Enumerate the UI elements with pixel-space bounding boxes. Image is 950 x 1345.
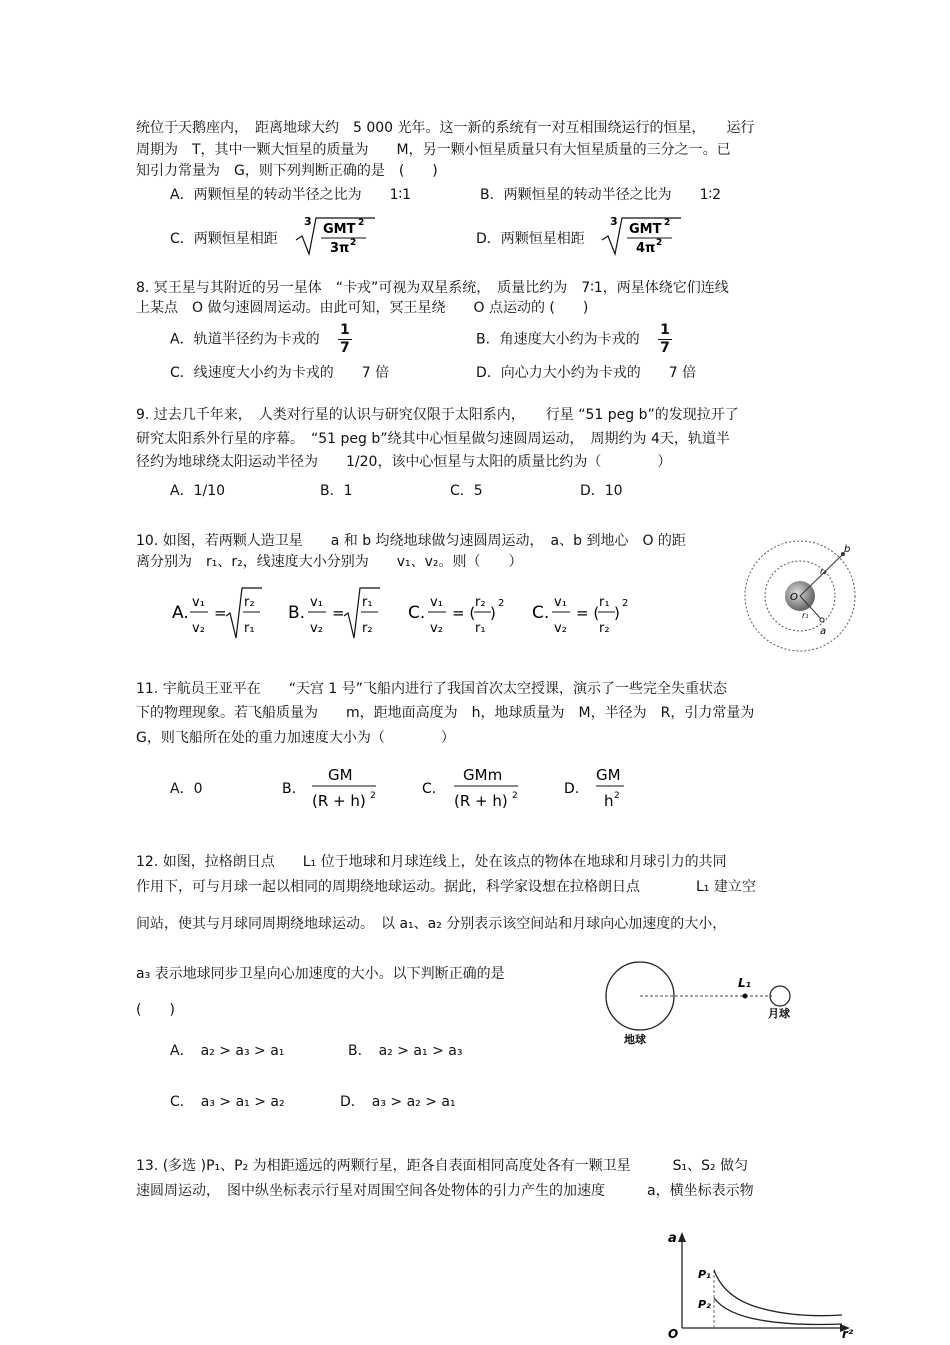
q13-line1: 13. (多选 )P₁、P₂ 为相距遥远的两颗行星，距各自表面相同高度处各有一颗卫星 S₁、S₂ 做匀 (136, 1158, 749, 1174)
q8-option-a[interactable] (170, 322, 352, 357)
q7-c-num: GMT (323, 222, 356, 237)
q10-c-v2: v₂ (430, 621, 443, 636)
q7-line2: 周期为 T，其中一颗大恒星的质量为 M，另一颗小恒星质量只有大恒星质量的三分之一。已 (136, 142, 731, 158)
q12-line2: 作用下，可与月球一起以相同的周期绕地球运动。据此，科学家设想在拉格朗日点 L₁ 建立空 (136, 879, 756, 895)
q12-option-d[interactable]: D． a₃ > a₂ > a₁ (340, 1094, 456, 1110)
q10-b-label: B. (288, 603, 306, 623)
q10-a-r2: r₂ (244, 595, 255, 610)
q13-y-arrow (678, 1232, 686, 1242)
q7-line1: 统位于天鹅座内， 距离地球大约 5 000 光年。这一新的系统有一对互相围绕运行的恒星， 运行 (136, 120, 755, 136)
q10-c-r1: r₁ (475, 621, 486, 636)
q12-l1-point (743, 994, 748, 999)
q10-b-v2: v₂ (310, 621, 323, 636)
q11-option-c[interactable] (422, 766, 518, 810)
q10-b-r1: r₁ (362, 595, 373, 610)
q10-fig-r2: r₂ (820, 567, 827, 576)
q11-line2: 下的物理现象。若飞船质量为 m，距地面高度为 h，地球质量为 M，半径为 R，引力常量为 (136, 705, 755, 721)
q10-c-v1: v₁ (430, 595, 443, 610)
q11-c-den: (R + h) (454, 792, 508, 810)
q13-curve-p2 (714, 1298, 842, 1325)
q10-option-a[interactable] (172, 588, 262, 638)
q7-option-c-formula (290, 210, 380, 258)
q8-option-a-text: A．轨道半径约为卡戎的 (170, 331, 320, 348)
q12-line1: 12. 如图，拉格朗日点 L₁ 位于地球和月球连线上，处在该点的物体在地球和月球引力的共同 (136, 854, 727, 870)
q10-d-v1: v₁ (554, 595, 567, 610)
q7-option-c-label: C．两颗恒星相距 (170, 231, 278, 247)
q8-option-b[interactable] (476, 322, 672, 357)
q10-a-equals: = (214, 604, 227, 622)
q9-option-d[interactable]: D．10 (580, 483, 623, 499)
q8-a-frac-den: 7 (340, 340, 350, 356)
q13-fig-r2: r² (842, 1327, 854, 1340)
q7-d-num: GMT (629, 222, 662, 237)
q7-c-root-index: 3 (304, 215, 312, 228)
q7-c-den-sq: 2 (350, 238, 357, 248)
q10-options (170, 582, 640, 642)
q11-b-den: (R + h) (312, 792, 366, 810)
q11-d-den: h (604, 792, 614, 810)
q11-options (280, 760, 660, 816)
q7-line3: 知引力常量为 G，则下列判断正确的是 ( ) (136, 163, 438, 179)
q10-a-v1: v₁ (192, 595, 205, 610)
q10-a-label: A. (172, 603, 189, 623)
q11-d-label: D. (564, 781, 580, 797)
q8-b-frac-num: 1 (660, 322, 670, 338)
q10-b-equals: = (332, 604, 345, 622)
q12-fig-moon: 月球 (768, 1007, 790, 1020)
q12-line5: ( ) (136, 1002, 175, 1018)
q11-c-label: C. (422, 781, 437, 797)
q7-d-root-index: 3 (610, 215, 618, 228)
q10-option-d[interactable] (532, 595, 628, 636)
q9-line3: 径约为地球绕太阳运动半径为 1/20，该中心恒星与太阳的质量比约为（ ） (136, 454, 672, 470)
q10-b-v1: v₁ (310, 595, 323, 610)
q10-c-close: ) (490, 604, 496, 622)
q11-option-a[interactable]: A．0 (170, 781, 203, 797)
q10-d-equals: = ( (576, 604, 600, 622)
q9-option-c[interactable]: C．5 (450, 483, 483, 499)
q12-option-c[interactable]: C． a₃ > a₁ > a₂ (170, 1094, 285, 1110)
q12-lagrange-figure (600, 955, 810, 1050)
q12-option-a[interactable]: A． a₂ > a₃ > a₁ (170, 1043, 285, 1059)
q10-b-r2: r₂ (362, 621, 373, 636)
q10-d-close: ) (614, 604, 620, 622)
q7-d-den: 4π (636, 241, 656, 256)
q8-option-c[interactable]: C．线速度大小约为卡戎的 7 倍 (170, 365, 390, 381)
q10-fig-r1: r₁ (802, 611, 809, 620)
q10-d-exp: 2 (622, 598, 629, 609)
q7-c-num-sq: 2 (358, 218, 365, 228)
q10-a-v2: v₂ (192, 621, 205, 636)
q11-b-num: GM (328, 766, 353, 784)
q9-line2: 研究太阳系外行星的序幕。 “51 peg b”绕其中心恒星做匀速圆周运动， 周期约为 4天，轨道半 (136, 431, 730, 447)
q10-option-b[interactable] (288, 588, 380, 638)
q10-c-r2: r₂ (475, 595, 486, 610)
q12-line4: a₃ 表示地球同步卫星向心加速度的大小。以下判断正确的是 (136, 966, 505, 982)
q7-option-d-label: D．两颗恒星相距 (476, 231, 585, 247)
q9-option-b[interactable]: B．1 (320, 483, 353, 499)
q7-c-den: 3π (330, 241, 350, 256)
q11-c-num: GMm (463, 766, 503, 784)
q10-fig-a: a (820, 626, 827, 637)
q11-option-b[interactable] (282, 766, 376, 810)
q7-d-num-sq: 2 (664, 218, 671, 228)
q12-moon-circle (770, 986, 790, 1006)
q10-line1: 10. 如图，若两颗人造卫星 a 和 b 均绕地球做匀速圆周运动， a、b 到地心 O 的距 (136, 533, 686, 549)
q13-fig-a: a (668, 1231, 677, 1246)
q8-option-b-fraction (658, 322, 672, 357)
q13-fig-p1: P₁ (698, 1268, 711, 1281)
q8-option-b-text: B．角速度大小约为卡戎的 (476, 331, 640, 348)
q12-fig-earth: 地球 (624, 1033, 646, 1046)
q8-line2: 上某点 O 做匀速圆周运动。由此可知，冥王星绕 O 点运动的 ( ) (136, 300, 589, 316)
q10-fig-b: b (844, 544, 851, 555)
q13-curve-p1 (714, 1270, 842, 1316)
q10-d-v2: v₂ (554, 621, 567, 636)
q12-fig-l1: L₁ (738, 976, 751, 990)
q11-b-sq: 2 (370, 791, 376, 801)
q11-option-d[interactable] (564, 766, 624, 810)
q9-option-a[interactable]: A．1/10 (170, 483, 226, 499)
q11-line3: G，则飞船所在处的重力加速度大小为（ ） (136, 730, 455, 746)
q11-c-sq: 2 (512, 791, 518, 801)
q8-option-a-fraction (338, 322, 352, 357)
q7-d-den-sq: 2 (656, 238, 663, 248)
q11-d-sq: 2 (614, 791, 620, 801)
q11-b-label: B. (282, 781, 297, 797)
q7-option-d[interactable] (476, 228, 585, 248)
q13-fig-p2: P₂ (698, 1298, 711, 1311)
q10-satellite-a (820, 618, 824, 622)
q7-option-d-formula (596, 210, 686, 258)
q8-option-d[interactable]: D．向心力大小约为卡戎的 7 倍 (476, 365, 697, 381)
q7-option-c[interactable] (170, 228, 278, 248)
q9-line1: 9. 过去几千年来， 人类对行星的认识与研究仅限于太阳系内， 行星 “51 peg b”的发现拉开了 (136, 407, 739, 423)
q10-c-exp: 2 (498, 598, 505, 609)
q13-fig-o: O (668, 1327, 679, 1340)
q10-c-label: C. (408, 603, 426, 623)
q8-b-frac-den: 7 (660, 340, 670, 356)
q10-d-r2: r₂ (599, 621, 610, 636)
q13-line2: 速圆周运动， 图中纵坐标表示行星对周围空间各处物体的引力产生的加速度 a，横坐标表示物 (136, 1183, 754, 1199)
q10-d-r1: r₁ (599, 595, 610, 610)
q10-line2: 离分别为 r₁、r₂，线速度大小分别为 v₁、v₂。则（ ） (136, 554, 523, 570)
q7-option-b[interactable]: B．两颗恒星的转动半径之比为 1∶2 (480, 187, 722, 203)
q11-d-num: GM (596, 766, 621, 784)
q10-d-label: C. (532, 603, 550, 623)
q8-a-frac-num: 1 (340, 322, 350, 338)
q12-line3: 间站，使其与月球同周期绕地球运动。 以 a₁、a₂ 分别表示该空间站和月球向心加速度的大小， (136, 916, 727, 932)
q10-option-c[interactable] (408, 595, 504, 636)
q8-line1: 8. 冥王星与其附近的另一星体 “卡戎”可视为双星系统， 质量比约为 7∶1，两星体绕它们连线 (136, 280, 729, 296)
q7-option-a[interactable]: A．两颗恒星的转动半径之比为 1∶1 (170, 187, 412, 203)
q10-fig-o: O (790, 592, 798, 603)
q10-orbit-figure (740, 538, 860, 660)
q10-a-r1: r₁ (244, 621, 255, 636)
q12-option-b[interactable]: B． a₂ > a₁ > a₃ (348, 1043, 463, 1059)
q10-c-equals: = ( (452, 604, 476, 622)
q11-line1: 11. 宇航员王亚平在 “天宫 1 号”飞船内进行了我国首次太空授课，演示了一些完全失重状态 (136, 681, 728, 697)
q13-graph (660, 1228, 870, 1340)
